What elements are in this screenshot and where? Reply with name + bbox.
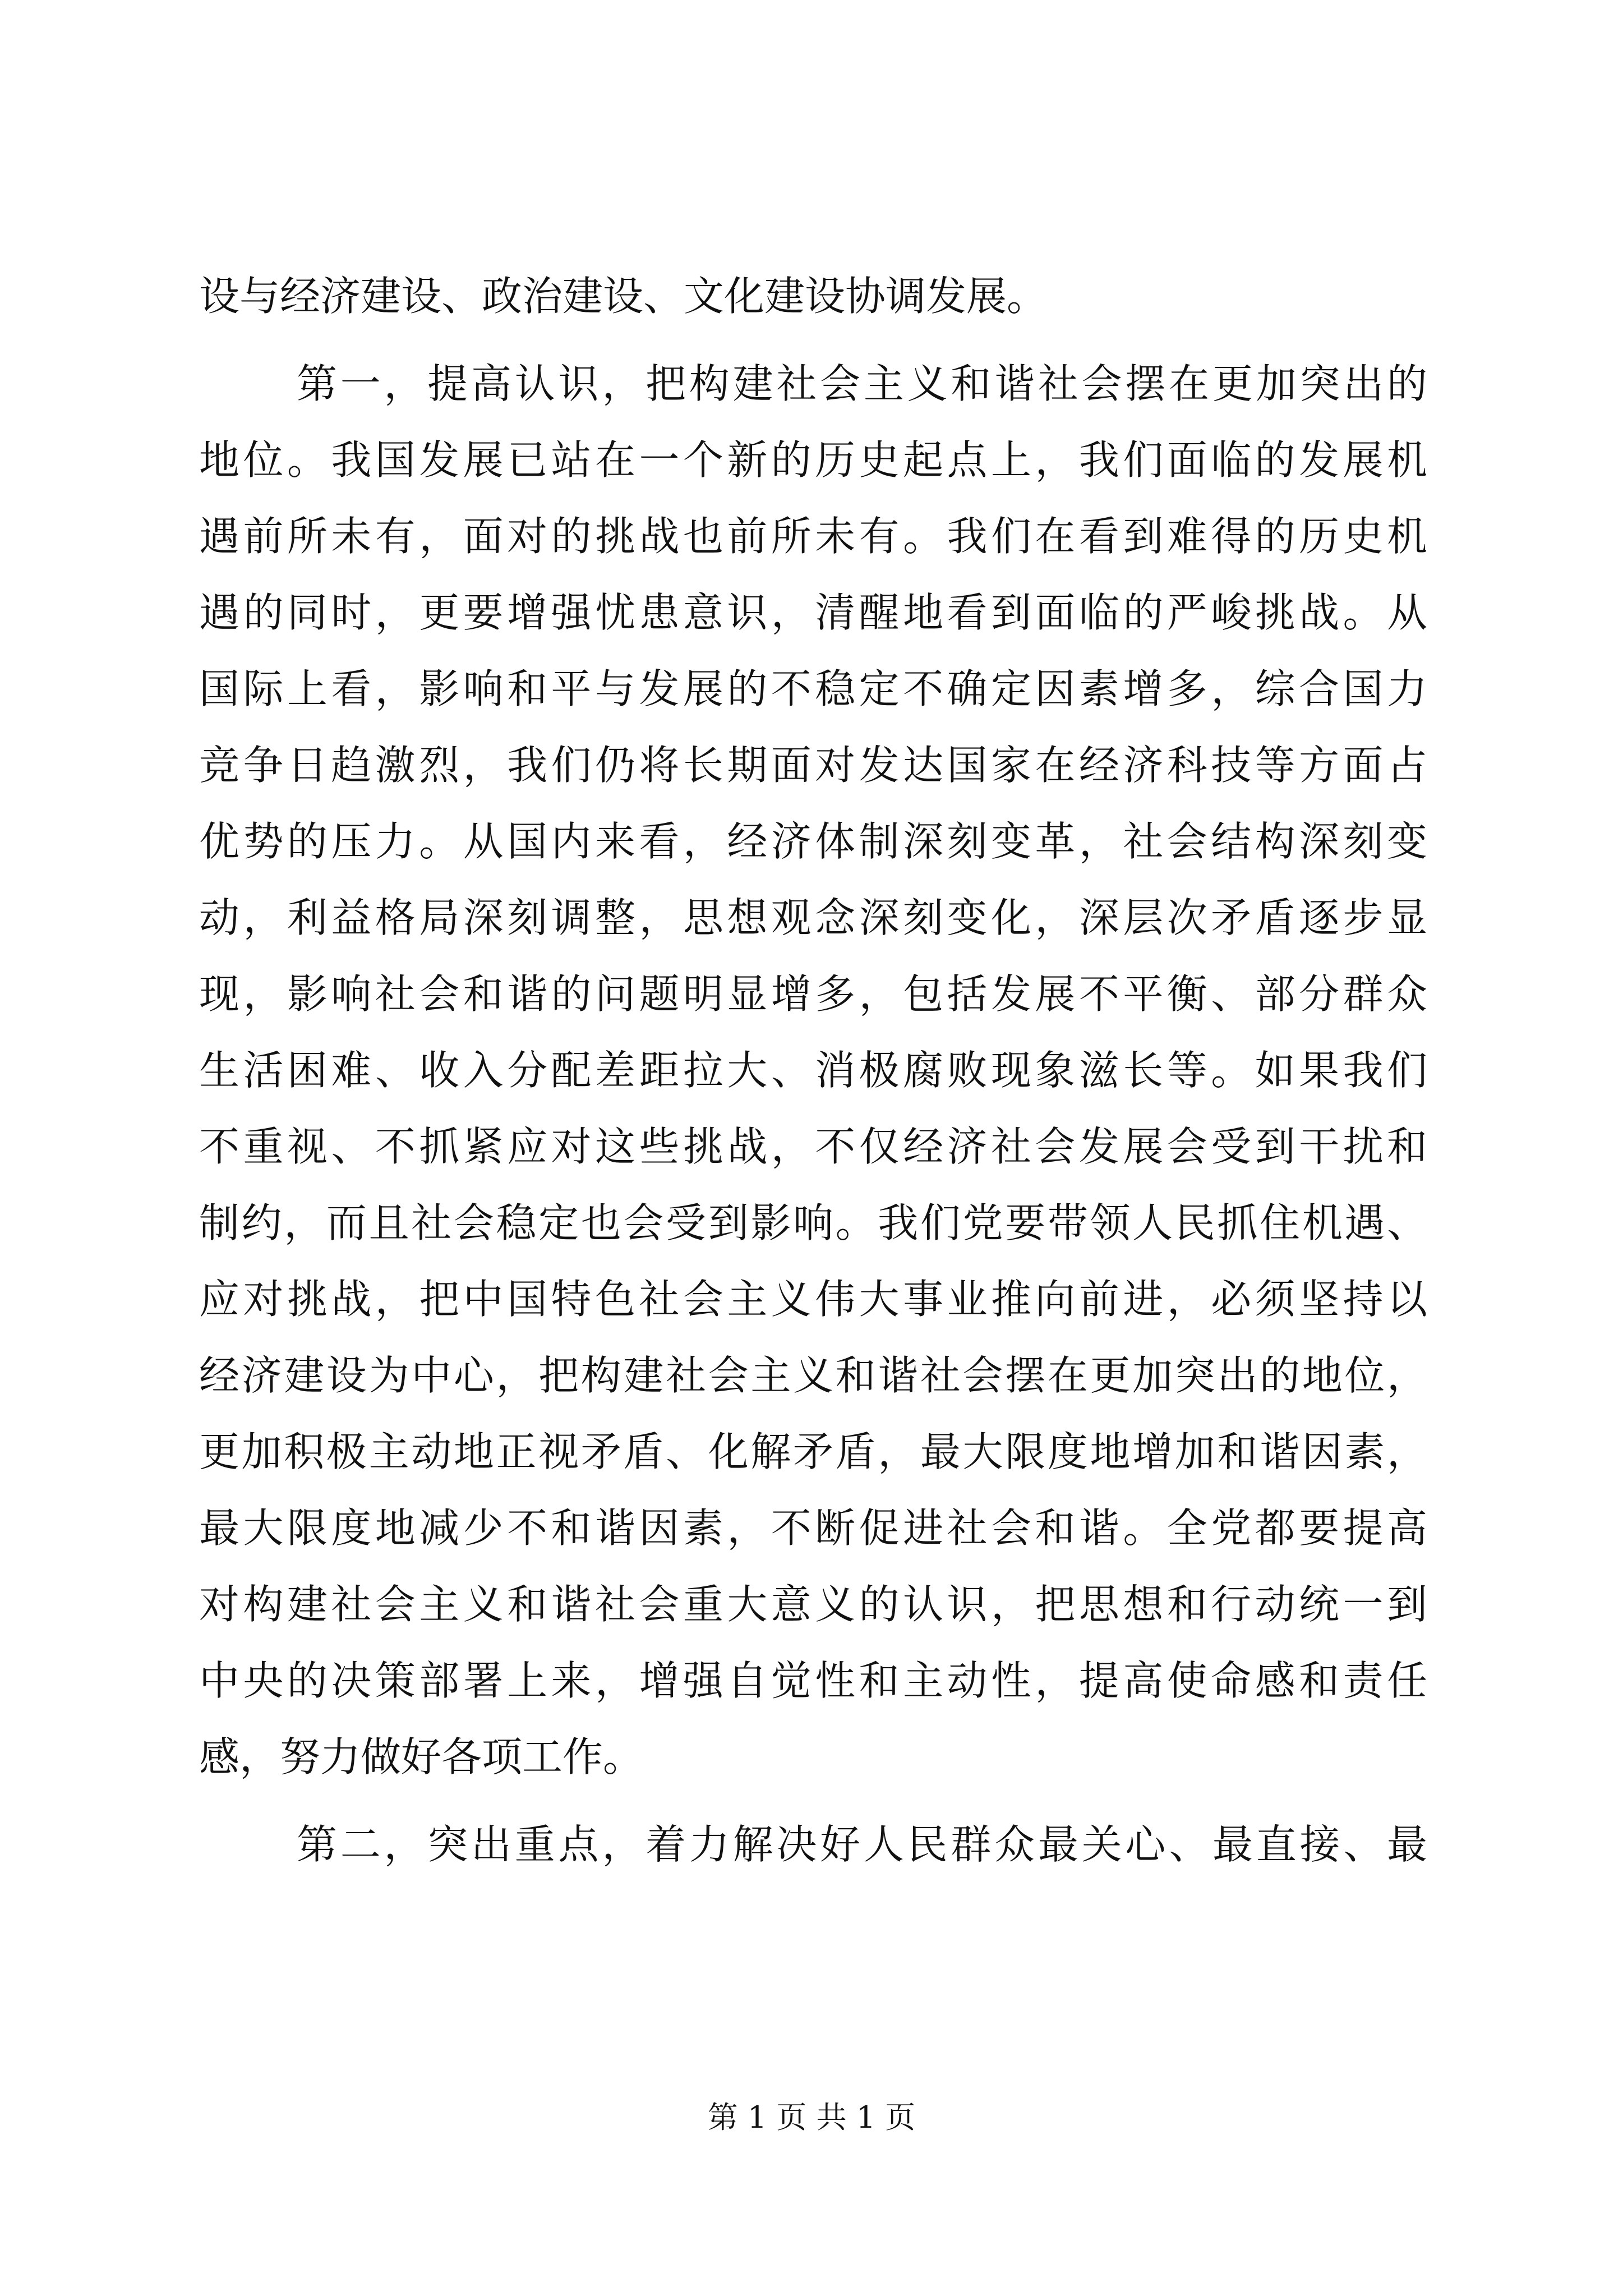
text-line: 现，影响社会和谐的问题明显增多，包括发展不平衡、部分群众 — [199, 970, 1427, 1018]
text-line: 中央的决策部署上来，增强自觉性和主动性，提高使命感和责任 — [199, 1657, 1427, 1704]
text-line: 制约，而且社会稳定也会受到影响。我们党要带领人民抓住机遇、 — [199, 1199, 1427, 1246]
text-line: 第一，提高认识，把构建社会主义和谐社会摆在更加突出的 — [297, 360, 1427, 407]
text-line: 竞争日趋激烈，我们仍将长期面对发达国家在经济科技等方面占 — [199, 742, 1427, 789]
text-line: 不重视、不抓紧应对这些挑战，不仅经济社会发展会受到干扰和 — [199, 1123, 1427, 1170]
text-line: 优势的压力。从国内来看，经济体制深刻变革，社会结构深刻变 — [199, 818, 1427, 865]
text-line: 对构建社会主义和谐社会重大意义的认识，把思想和行动统一到 — [199, 1581, 1427, 1628]
text-line: 感，努力做好各项工作。 — [199, 1733, 644, 1780]
paragraph-spacer — [199, 334, 1427, 346]
text-line: 遇的同时，更要增强忧患意识，清醒地看到面临的严峻挑战。从 — [199, 589, 1427, 636]
text-line: 第二，突出重点，着力解决好人民群众最关心、最直接、最 — [297, 1821, 1427, 1868]
text-line: 国际上看，影响和平与发展的不稳定不确定因素增多，综合国力 — [199, 665, 1427, 712]
document-body — [199, 258, 1427, 1883]
paragraph-spacer — [199, 1795, 1427, 1806]
text-line: 地位。我国发展已站在一个新的历史起点上，我们面临的发展机 — [199, 436, 1427, 484]
text-line: 经济建设为中心，把构建社会主义和谐社会摆在更加突出的地位， — [199, 1352, 1427, 1399]
page-number-footer: 第 1 页 共 1 页 — [707, 2100, 916, 2135]
text-line: 最大限度地减少不和谐因素，不断促进社会和谐。全党都要提高 — [199, 1504, 1427, 1552]
text-line: 遇前所未有，面对的挑战也前所未有。我们在看到难得的历史机 — [199, 513, 1427, 560]
text-line: 应对挑战，把中国特色社会主义伟大事业推向前进，必须坚持以 — [199, 1276, 1427, 1323]
text-line: 更加积极主动地正视矛盾、化解矛盾，最大限度地增加和谐因素， — [199, 1428, 1427, 1475]
text-line: 动，利益格局深刻调整，思想观念深刻变化，深层次矛盾逐步显 — [199, 894, 1427, 941]
text-line: 生活困难、收入分配差距拉大、消极腐败现象滋长等。如果我们 — [199, 1047, 1427, 1094]
text-line: 设与经济建设、政治建设、文化建设协调发展。 — [199, 273, 1048, 320]
